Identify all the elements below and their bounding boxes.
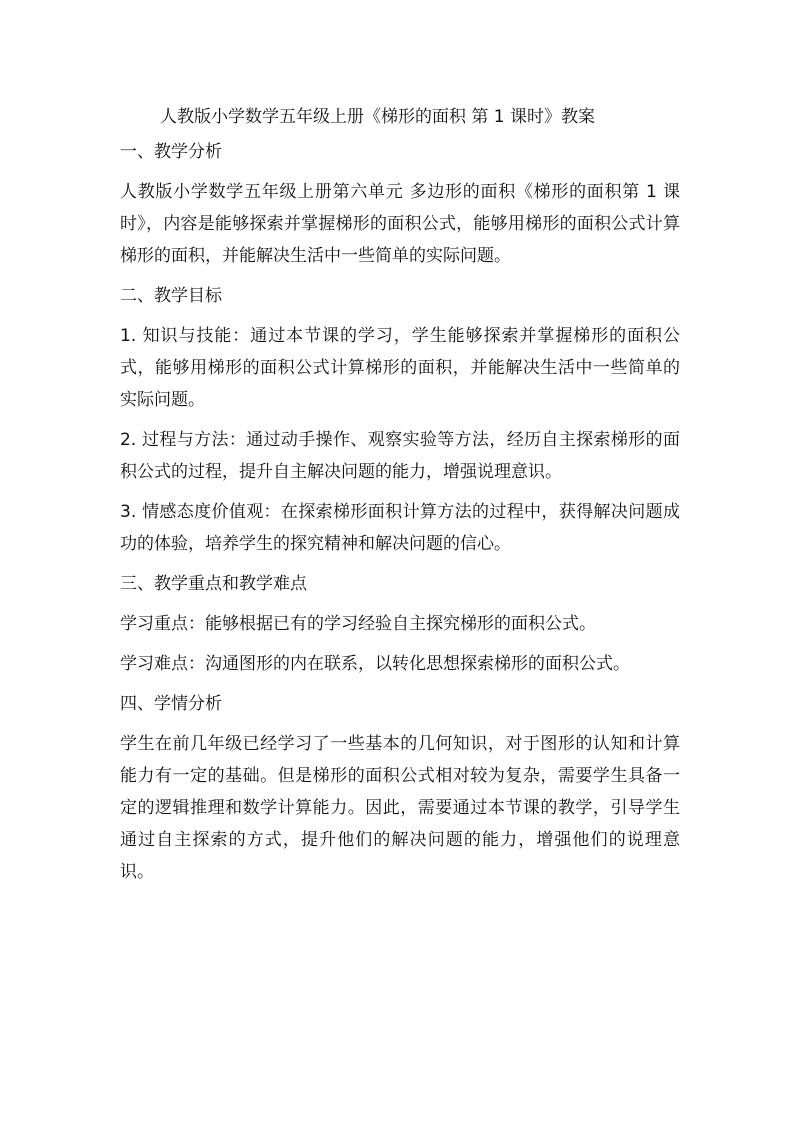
key-point-difficulty: 学习难点：沟通图形的内在联系，以转化思想探索梯形的面积公式。 xyxy=(120,654,630,674)
goal-item-attitude: 3. 情感态度价值观：在探索梯形面积计算方法的过程中，获得解决问题成功的体验，培养学生的探究精神和解决问题的信心。 xyxy=(120,502,680,554)
section-heading-key-points: 三、教学重点和教学难点 xyxy=(120,574,307,594)
goal-item-knowledge: 1. 知识与技能：通过本节课的学习，学生能够探索并掌握梯形的面积公式，能够用梯形的面积公式计算梯形的面积，并能解决生活中一些简单的实际问题。 xyxy=(120,326,680,410)
document-body xyxy=(120,100,680,896)
document-title: 人教版小学数学五年级上册《梯形的面积 第 1 课时》教案 xyxy=(160,107,596,127)
section-heading-students: 四、学情分析 xyxy=(120,694,222,714)
section-heading-analysis: 一、教学分析 xyxy=(120,142,222,162)
goal-item-process: 2. 过程与方法：通过动手操作、观察实验等方法，经历自主探索梯形的面积公式的过程，提升自主解决问题的能力，增强说理意识。 xyxy=(120,430,680,482)
key-point-focus: 学习重点：能够根据已有的学习经验自主探究梯形的面积公式。 xyxy=(120,614,596,634)
section-heading-goals: 二、教学目标 xyxy=(120,286,222,306)
analysis-paragraph: 人教版小学数学五年级上册第六单元 多边形的面积《梯形的面积第 1 课时》，内容是能够探索并掌握梯形的面积公式，能够用梯形的面积公式计算梯形的面积，并能解决生活中一些简单的实际问题。 xyxy=(120,182,680,266)
students-paragraph: 学生在前几年级已经学习了一些基本的几何知识，对于图形的认知和计算能力有一定的基础。但是梯形的面积公式相对较为复杂，需要学生具备一定的逻辑推理和数学计算能力。因此，需要通过本节课的教学，引导学生通过自主探索的方式，提升他们的解决问题的能力，增强他们的说理意识。 xyxy=(120,734,680,882)
